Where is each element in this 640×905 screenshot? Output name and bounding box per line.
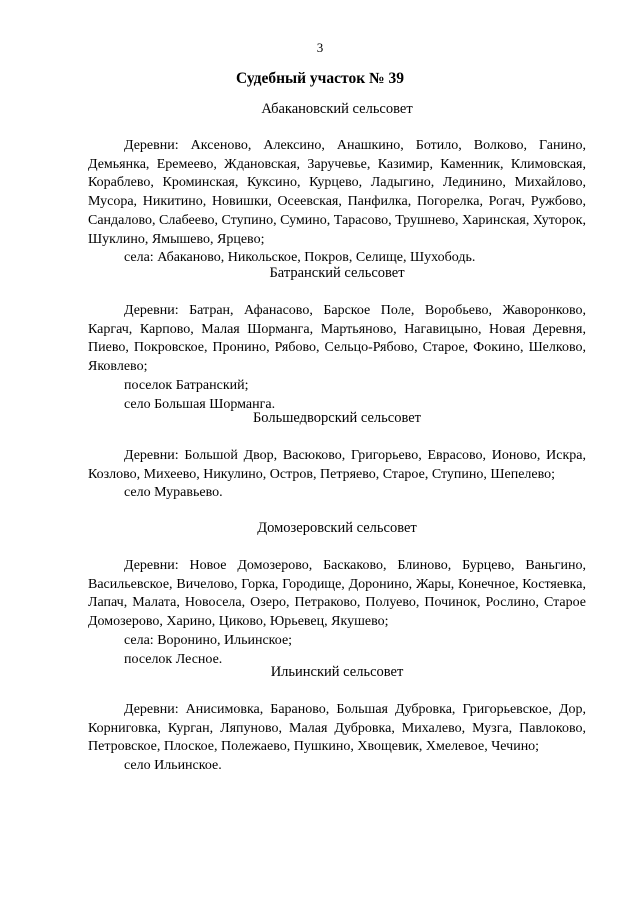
- villages-list: Деревни: Батран, Афанасово, Барское Поле, Воробьево, Жаворонково, Каргач, Карпово, Малая Шорманга, Мартьяново, Нагавицыно, Новая Деревня, Пиево, Покровское, Пронино, Рябово, Сельцо-Рябово, Старое, Фокино, Шелково, Яковлево;: [88, 303, 586, 375]
- settlement-line: села: Абаканово, Никольское, Покров, Селище, Шухободь.: [124, 250, 476, 266]
- section-title: Абакановский сельсовет: [261, 101, 413, 117]
- settlement-line: поселок Батранский;: [124, 377, 249, 393]
- settlement-line: поселок Лесное.: [124, 651, 223, 667]
- section-domozerovsky: [88, 520, 586, 669]
- villages-list: Деревни: Аксеново, Алексино, Анашкино, Ботило, Волково, Ганино, Демьянка, Еремеево, Ждановская, Заручевье, Казимир, Каменник, Климовская, Кораблево, Кроминская, Куксино, Курцево, Ладыгино, Лединино, Михайлово, Мусора, Никитино, Новишки, Осеевская, Панфилка, Погорелка, Рогач, Ружбово, Сандалово, Слабеево, Ступино, Сумино, Тарасово, Трушнево, Харинская, Хуторок, Шуклино, Ямышево, Ярцево;: [88, 138, 586, 247]
- settlement-line: село Ильинское.: [124, 758, 222, 774]
- villages-list: Деревни: Большой Двор, Васюково, Григорьево, Еврасово, Ионово, Искра, Козлово, Михеево, Никулино, Остров, Петряево, Старое, Ступино, Шепелево;: [88, 448, 586, 482]
- document-title: Судебный участок № 39: [236, 70, 404, 87]
- villages-list: Деревни: Анисимовка, Бараново, Большая Дубровка, Григорьевское, Дор, Корниговка, Курган, Ляпуново, Малая Дубровка, Михалево, Музга, Павлоково, Петровское, Плоское, Полежаево, Пушкино, Хвощевик, Хмелевое, Чечино;: [88, 702, 586, 755]
- settlement-line: село Муравьево.: [124, 485, 223, 501]
- section-ilyinsky: [88, 664, 586, 776]
- section-batransky: [88, 265, 586, 414]
- section-title: Батранский сельсовет: [269, 265, 405, 281]
- section-title: Ильинский сельсовет: [270, 664, 404, 680]
- villages-list: Деревни: Новое Домозерово, Баскаково, Блиново, Бурцево, Ваньгино, Васильевское, Вичелово, Горка, Городище, Доронино, Жары, Конечное, Костяевка, Лапач, Малата, Новосела, Озеро, Петраково, Полуево, Починок, Рослино, Старое Домозерово, Харино, Циково, Юрьевец, Якушево;: [88, 558, 586, 630]
- page-number: 3: [316, 40, 324, 55]
- section-title: Большедворский сельсовет: [252, 410, 421, 426]
- settlement-line: село Большая Шорманга.: [124, 396, 276, 412]
- section-bolshedvorsky: [88, 410, 586, 503]
- section-abakanovsky: [88, 101, 586, 268]
- section-title: Домозеровский сельсовет: [257, 520, 417, 536]
- settlement-line: села: Воронино, Ильинское;: [124, 632, 293, 648]
